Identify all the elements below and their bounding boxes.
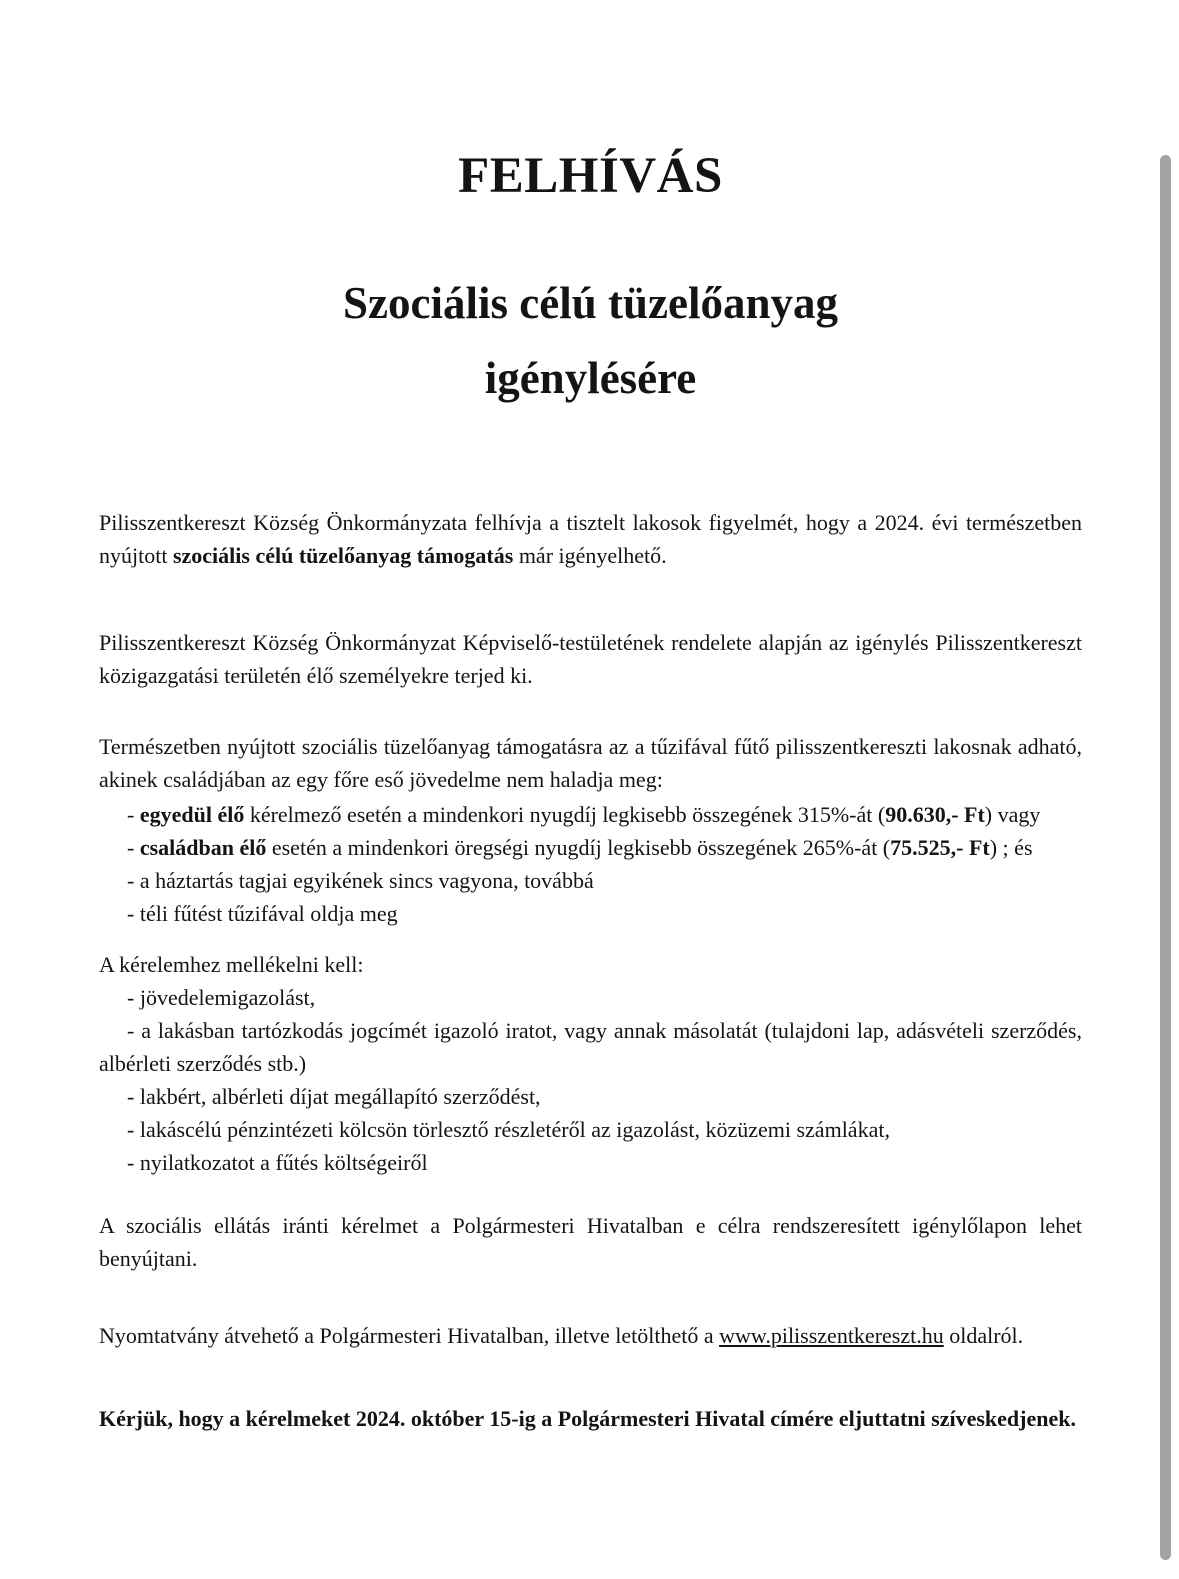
website-link[interactable]: www.pilisszentkereszt.hu: [719, 1322, 944, 1348]
text-segment: -: [127, 834, 140, 860]
text-segment: - lakbért, albérleti díjat megállapító szerződést,: [127, 1083, 541, 1109]
text-segment: családban élő: [139, 834, 267, 860]
list-item-firewood-heating: [99, 897, 1082, 930]
paragraph-deadline: [99, 1402, 1082, 1435]
text-segment: esetén a mindenkori öregségi nyugdíj legkisebb összegének 265%-át (: [266, 834, 891, 860]
text-segment: oldalról.: [943, 1322, 1024, 1348]
subtitle-line-2: igénylésére: [484, 352, 697, 403]
text-segment: - téli fűtést tűzifával oldja meg: [127, 900, 398, 926]
text-segment: ) ; és: [989, 834, 1033, 860]
text-segment: ) vagy: [984, 801, 1041, 827]
text-segment: egyedül élő: [139, 801, 245, 827]
text-segment: már igényelhető.: [513, 542, 667, 568]
document-title: FELHÍVÁS: [458, 148, 723, 204]
paragraph-form-info: [99, 1319, 1082, 1352]
text-segment: Pilisszentkereszt Község Önkormányzat Képviselő-testületének rendelete alapján az igénylés Pilisszentkereszt közigazgatási területén élő személyekre terjed ki.: [99, 629, 1082, 688]
list-item-loan-utility-bills: [99, 1113, 1082, 1146]
text-segment: 90.630,- Ft: [885, 801, 985, 827]
list-item-income-certificate: [99, 981, 1082, 1014]
list-item-heating-cost-statement: [99, 1146, 1082, 1179]
list-item-single-person: [99, 798, 1082, 831]
list-item-residence-document: [99, 1014, 1082, 1080]
list-item-no-assets: [99, 864, 1082, 897]
paragraph-submission: [99, 1209, 1082, 1275]
text-segment: A szociális ellátás iránti kérelmet a Polgármesteri Hivatalban e célra rendszeresített igénylőlapon lehet benyújtani.: [99, 1212, 1082, 1271]
text-segment: Pilisszentkereszt Község Önkormányzata felhívja a tisztelt lakosok figyelmét, hogy a 2024. évi természetben nyújtott: [99, 509, 1082, 568]
scrollbar-thumb[interactable]: [1160, 155, 1171, 1560]
attachments-list: [99, 981, 1082, 1179]
text-segment: - lakáscélú pénzintézeti kölcsön törlesztő részletéről az igazolást, közüzemi számlákat,: [127, 1116, 890, 1142]
text-segment: Kérjük, hogy a kérelmeket 2024. október 15-ig a Polgármesteri Hivatal címére eljuttatni szíveskedjenek.: [99, 1405, 1076, 1431]
text-segment: - a lakásban tartózkodás jogcímét igazoló iratot, vagy annak másolatát (tulajdoni lap, adásvételi szerződés, albérleti szerződés stb.): [99, 1017, 1082, 1076]
paragraph-eligibility-intro: [99, 730, 1082, 796]
list-item-rent-contract: [99, 1080, 1082, 1113]
paragraph-intro: [99, 506, 1082, 572]
text-segment: - jövedelemigazolást,: [127, 984, 316, 1010]
attachments-heading: A kérelemhez mellékelni kell:: [99, 951, 364, 977]
subtitle-line-1: Szociális célú tüzelőanyag: [343, 277, 838, 328]
list-item-family: [99, 831, 1082, 864]
text-segment: -: [127, 801, 140, 827]
text-segment: 75.525,- Ft: [890, 834, 990, 860]
text-segment: kérelmező esetén a mindenkori nyugdíj legkisebb összegének 315%-át (: [244, 801, 886, 827]
paragraph-scope: [99, 626, 1082, 692]
text-segment: szociális célú tüzelőanyag támogatás: [172, 542, 514, 568]
text-segment: - nyilatkozatot a fűtés költségeiről: [127, 1149, 428, 1175]
eligibility-list: [99, 798, 1082, 930]
text-segment: Nyomtatvány átvehető a Polgármesteri Hivatalban, illetve letölthető a: [99, 1322, 720, 1348]
text-segment: Természetben nyújtott szociális tüzelőanyag támogatásra az a tűzifával fűtő pilisszentkereszti lakosnak adható, akinek családjában az egy főre eső jövedelme nem haladja meg:: [99, 733, 1082, 792]
document-subtitle: [99, 266, 1082, 416]
text-segment: - a háztartás tagjai egyikének sincs vagyona, továbbá: [127, 867, 594, 893]
